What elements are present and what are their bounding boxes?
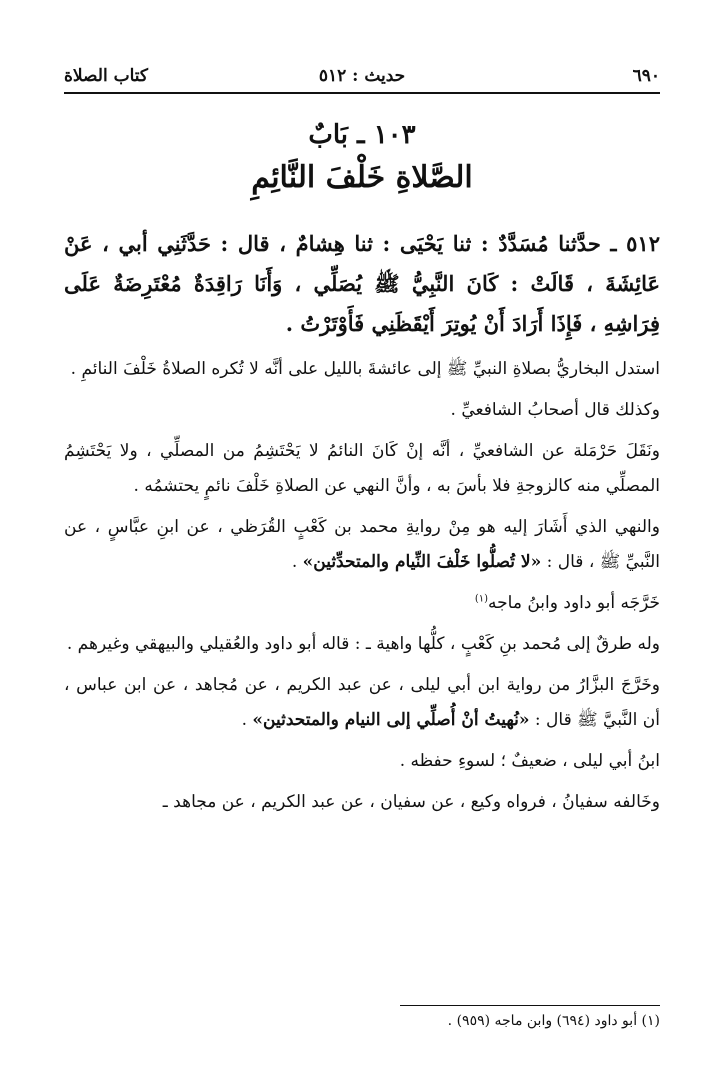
paragraph — [64, 510, 660, 580]
paragraph-text: . — [291, 552, 303, 572]
paragraph-text: وخَرَّجَ البزَّارُ من رواية ابن أبي ليلى ، عن عبد الكريم ، عن مُجاهد ، عن ابن عباس ، أن النَّبيَّ ﷺ قال : — [64, 675, 660, 730]
footnote-divider — [400, 1005, 660, 1006]
paragraph: وله طرقٌ إلى مُحمد بنِ كَعْبٍ ، كلُّها واهية ـ : قاله أبو داود والعُقيلي والبيهقي وغيرهم . — [66, 634, 660, 654]
hadith-label: حديث : ٥١٢ — [318, 66, 406, 86]
paragraph: استدل البخاريُّ بصلاةِ النبيِّ ﷺ إلى عائشةَ بالليل على أنَّه لا تُكره الصلاةُ خَلْفَ النائمِ . — [70, 359, 660, 379]
paragraph-text: والنهي الذي أَشَارَ إليه هو مِنْ روايةِ محمد بن كَعْبٍ القُرَظي ، عن ابنِ عبَّاسٍ ، عن النَّبيِّ ﷺ ، قال : — [64, 517, 660, 572]
paragraph: ونَقَلَ حَرْمَلة عن الشافعيِّ ، أنَّه إنْ كَانَ النائمُ لا يَحْتَشِمُ من المصلِّي ، ولا يَحْتَشِمُ المصلِّي منه كالزوجةِ فلا بأسَ به ، وأنَّ النهي عن الصلاةِ خَلْفَ نائمٍ يحتشمُه . — [64, 441, 660, 496]
footnote-marker: (١) — [474, 593, 489, 605]
page-body — [64, 224, 660, 820]
page-header — [64, 62, 660, 94]
quoted-hadith: «نُهيتُ أنْ أُصلِّي إلى النيام والمتحدثين» — [252, 710, 530, 730]
paragraph: وخَالفه سفيانُ ، فرواه وكيع ، عن سفيان ، عن عبد الكريم ، عن مجاهد ـ — [162, 792, 660, 812]
footnote: (١) أبو داود (٦٩٤) وابن ماجه (٩٥٩) . — [447, 1013, 660, 1029]
paragraph-text: خَرَّجَه أبو داود وابنُ ماجه — [488, 593, 660, 613]
header-divider — [64, 92, 660, 94]
paragraph: ابنُ أبي ليلى ، ضعيفٌ ؛ لسوءِ حفظه . — [399, 751, 660, 771]
paragraph-text: . — [241, 710, 253, 730]
paragraph: وكذلك قال أصحابُ الشافعيِّ . — [450, 400, 660, 420]
paragraph — [64, 668, 660, 738]
chapter-title: الصَّلاةِ خَلْفَ النَّائِمِ — [251, 160, 473, 195]
paragraph — [64, 586, 660, 621]
chapter-number: ١٠٣ ـ بَابٌ — [308, 120, 416, 150]
chapter-heading — [64, 118, 660, 200]
page-number: ٦٩٠ — [632, 66, 660, 86]
book-title: كتاب الصلاة — [64, 66, 149, 86]
quoted-hadith: «لا تُصلُّوا خَلْفَ النِّيام والمتحدِّثين» — [302, 552, 542, 572]
hadith-text: ٥١٢ ـ حدَّثنا مُسَدَّدٌ : ثنا يَحْيَى : ثنا هِشامٌ ، قال : حَدَّثَنِي أبي ، عَنْ عَائِشَةَ ، قَالَتْ : كَانَ النَّبِيُّ ﷺ يُصَلِّي ، وَأَنَا رَاقِدَةٌ مُعْتَرِضَةٌ عَلَى فِرَاشِهِ ، فَإِذَا أَرَادَ أَنْ يُوتِرَ أَيْقَظَنِي فَأَوْتَرْتُ . — [64, 231, 660, 336]
